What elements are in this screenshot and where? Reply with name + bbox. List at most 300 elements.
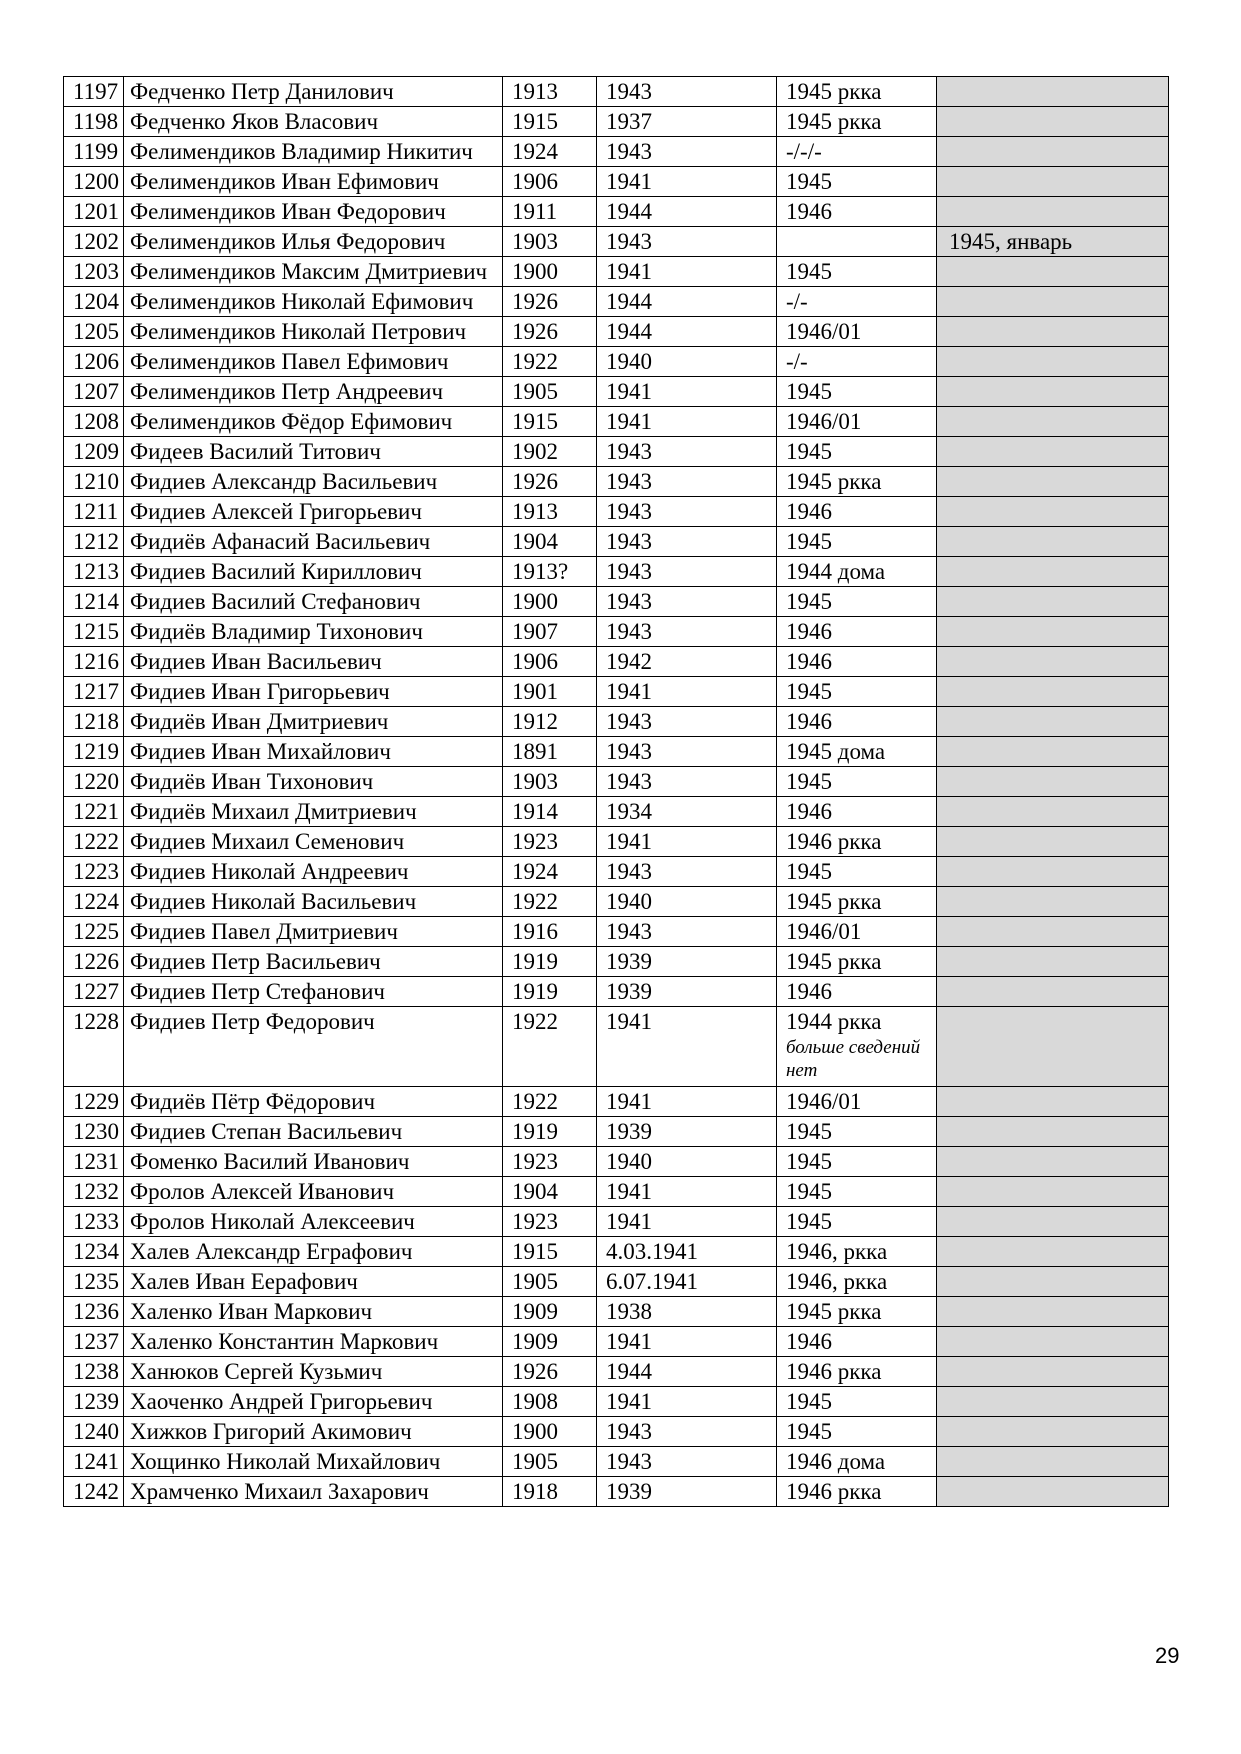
name-cell [124,1147,503,1177]
name-cell [124,587,503,617]
birth-year-cell [503,647,597,677]
conscription-cell-text: 1939 [606,949,652,974]
conscription-cell-text: 1941 [606,1179,652,1204]
conscription-cell [597,317,777,347]
conscription-cell [597,227,777,257]
name-cell-text: Фидиев Михаил Семенович [130,829,405,854]
extra-cell [937,287,1169,317]
row-number-cell [64,1297,124,1327]
birth-year-cell-text: 1900 [512,259,558,284]
name-cell-text: Фидиёв Михаил Дмитриевич [130,799,417,824]
row-number-cell [64,497,124,527]
name-cell [124,1237,503,1267]
return-cell-text: -/- [786,289,808,314]
return-cell [777,137,937,167]
return-cell-text: 1945 [786,379,832,404]
extra-cell [937,767,1169,797]
row-number-cell-text: 1223 [73,859,119,884]
name-cell [124,797,503,827]
birth-year-cell-text: 1902 [512,439,558,464]
name-cell-text: Фидиев Павел Дмитриевич [130,919,398,944]
conscription-cell-text: 1943 [606,439,652,464]
row-number-cell-text: 1233 [73,1209,119,1234]
table-row [64,707,1169,737]
extra-cell [937,887,1169,917]
row-number-cell-text: 1197 [73,79,119,104]
return-cell [777,587,937,617]
extra-cell [937,947,1169,977]
row-number-cell [64,527,124,557]
birth-year-cell [503,527,597,557]
table-row [64,767,1169,797]
row-number-cell [64,737,124,767]
birth-year-cell-text: 1901 [512,679,558,704]
row-number-cell-text: 1234 [73,1239,119,1264]
return-cell [777,1117,937,1147]
birth-year-cell-text: 1909 [512,1299,558,1324]
conscription-cell-text: 1940 [606,889,652,914]
conscription-cell-text: 1944 [606,319,652,344]
table-row [64,1007,1169,1087]
name-cell-text: Фидиев Петр Васильевич [130,949,381,974]
extra-cell [937,1417,1169,1447]
birth-year-cell-text: 1911 [512,199,558,224]
birth-year-cell [503,767,597,797]
conscription-cell [597,1447,777,1477]
birth-year-cell [503,707,597,737]
table-row [64,1237,1169,1267]
conscription-cell-text: 1938 [606,1299,652,1324]
return-cell-text: 1945 ркка [786,79,882,104]
return-cell-text: -/-/- [786,139,822,164]
conscription-cell [597,107,777,137]
name-cell [124,707,503,737]
table-row [64,377,1169,407]
row-number-cell [64,437,124,467]
name-cell-text: Фидиёв Владимир Тихонович [130,619,423,644]
extra-cell [937,557,1169,587]
row-number-cell-text: 1222 [73,829,119,854]
birth-year-cell [503,1267,597,1297]
conscription-cell-text: 1940 [606,1149,652,1174]
table-row [64,167,1169,197]
birth-year-cell [503,1237,597,1267]
extra-cell [937,1007,1169,1087]
conscription-cell [597,1477,777,1507]
name-cell-text: Фидиев Алексей Григорьевич [130,499,422,524]
name-cell [124,617,503,647]
conscription-cell-text: 1943 [606,79,652,104]
extra-cell [937,1207,1169,1237]
row-number-cell-text: 1204 [73,289,119,314]
conscription-cell-text: 1941 [606,259,652,284]
name-cell-text: Федченко Петр Данилович [130,79,394,104]
conscription-cell-text: 1943 [606,619,652,644]
conscription-cell [597,647,777,677]
name-cell [124,1117,503,1147]
name-cell-text: Фидиев Иван Васильевич [130,649,382,674]
conscription-cell [597,617,777,647]
conscription-cell-text: 1941 [606,1009,652,1034]
row-number-cell [64,1087,124,1117]
name-cell-text: Фелимендиков Николай Ефимович [130,289,474,314]
conscription-cell [597,1007,777,1087]
birth-year-cell [503,797,597,827]
return-cell [777,1387,937,1417]
conscription-cell [597,1147,777,1177]
row-number-cell [64,587,124,617]
name-cell [124,737,503,767]
row-number-cell [64,1387,124,1417]
row-number-cell [64,1117,124,1147]
conscription-cell [597,917,777,947]
return-cell [777,647,937,677]
return-cell-text: 1946 [786,649,832,674]
conscription-cell-text: 1941 [606,409,652,434]
row-number-cell-text: 1227 [73,979,119,1004]
name-cell-text: Фролов Алексей Иванович [130,1179,395,1204]
row-number-cell [64,977,124,1007]
conscription-cell-text: 1943 [606,559,652,584]
conscription-cell-text: 1943 [606,139,652,164]
row-number-cell-text: 1235 [73,1269,119,1294]
name-cell [124,407,503,437]
birth-year-cell [503,227,597,257]
conscription-cell-text: 1943 [606,919,652,944]
row-number-cell [64,467,124,497]
extra-cell [937,1267,1169,1297]
row-number-cell-text: 1208 [73,409,119,434]
extra-cell [937,407,1169,437]
birth-year-cell [503,1177,597,1207]
table-row [64,1177,1169,1207]
return-cell-text: 1946/01 [786,1089,862,1114]
name-cell [124,467,503,497]
table-row [64,527,1169,557]
extra-cell [937,1447,1169,1477]
name-cell-text: Фидиев Иван Михайлович [130,739,391,764]
conscription-cell-text: 1944 [606,1359,652,1384]
name-cell [124,137,503,167]
extra-cell [937,677,1169,707]
conscription-cell [597,1417,777,1447]
table-row [64,917,1169,947]
row-number-cell [64,707,124,737]
row-number-cell [64,1417,124,1447]
name-cell [124,1297,503,1327]
return-cell [777,1417,937,1447]
birth-year-cell [503,287,597,317]
name-cell [124,287,503,317]
extra-cell [937,827,1169,857]
row-number-cell-text: 1215 [73,619,119,644]
name-cell-text: Фидиев Николай Васильевич [130,889,417,914]
table-row [64,1417,1169,1447]
name-cell-text: Халенко Константин Маркович [130,1329,439,1354]
name-cell-text: Фелимендиков Фёдор Ефимович [130,409,453,434]
birth-year-cell-text: 1900 [512,589,558,614]
table-row [64,617,1169,647]
name-cell [124,77,503,107]
name-cell-text: Федченко Яков Власович [130,109,379,134]
birth-year-cell-text: 1922 [512,1009,558,1034]
row-number-cell-text: 1225 [73,919,119,944]
table-row [64,857,1169,887]
extra-cell [937,437,1169,467]
return-cell [777,167,937,197]
return-cell-text: 1946 [786,499,832,524]
conscription-cell-text: 1943 [606,859,652,884]
row-number-cell-text: 1216 [73,649,119,674]
birth-year-cell-text: 1926 [512,289,558,314]
row-number-cell-text: 1231 [73,1149,119,1174]
table-row [64,1207,1169,1237]
birth-year-cell-text: 1905 [512,1449,558,1474]
row-number-cell-text: 1201 [73,199,119,224]
birth-year-cell [503,1327,597,1357]
row-number-cell-text: 1210 [73,469,119,494]
conscription-cell-text: 1943 [606,1419,652,1444]
return-cell-text: 1945 ркка [786,469,882,494]
table-row [64,947,1169,977]
conscription-cell [597,827,777,857]
return-cell [777,437,937,467]
name-cell [124,1007,503,1087]
row-number-cell [64,857,124,887]
row-number-cell [64,1237,124,1267]
birth-year-cell-text: 1919 [512,949,558,974]
conscription-cell [597,557,777,587]
return-cell [777,1207,937,1237]
return-cell [777,377,937,407]
conscription-cell [597,1177,777,1207]
birth-year-cell [503,1207,597,1237]
row-number-cell [64,1177,124,1207]
extra-cell [937,1237,1169,1267]
name-cell-text: Храмченко Михаил Захарович [130,1479,429,1504]
birth-year-cell-text: 1907 [512,619,558,644]
extra-cell [937,917,1169,947]
return-cell [777,1267,937,1297]
conscription-cell-text: 1941 [606,829,652,854]
row-number-cell [64,1267,124,1297]
extra-cell [937,377,1169,407]
birth-year-cell [503,587,597,617]
extra-cell [937,317,1169,347]
return-cell-text: 1945 [786,1419,832,1444]
name-cell-text: Фелимендиков Петр Андреевич [130,379,444,404]
table-row [64,1327,1169,1357]
row-number-cell [64,137,124,167]
row-number-cell-text: 1198 [73,109,119,134]
conscription-cell [597,497,777,527]
conscription-cell-text: 1939 [606,1479,652,1504]
row-number-cell-text: 1238 [73,1359,119,1384]
name-cell [124,1327,503,1357]
name-cell-text: Фидиёв Иван Дмитриевич [130,709,389,734]
row-number-cell [64,827,124,857]
table-row [64,1477,1169,1507]
name-cell [124,887,503,917]
birth-year-cell [503,1117,597,1147]
return-cell [777,677,937,707]
birth-year-cell-text: 1923 [512,1209,558,1234]
name-cell-text: Фелимендиков Владимир Никитич [130,139,473,164]
birth-year-cell [503,137,597,167]
return-cell-text: 1946 [786,1329,832,1354]
name-cell [124,857,503,887]
return-cell [777,737,937,767]
row-number-cell-text: 1213 [73,559,119,584]
name-cell-text: Фидиёв Иван Тихонович [130,769,374,794]
table-row [64,1357,1169,1387]
return-cell-text: -/- [786,349,808,374]
row-number-cell-text: 1203 [73,259,119,284]
extra-cell [937,1087,1169,1117]
table-row [64,107,1169,137]
birth-year-cell-text: 1922 [512,889,558,914]
conscription-cell [597,677,777,707]
row-number-cell-text: 1211 [73,499,119,524]
return-cell-text: 1945 ркка [786,949,882,974]
name-cell-text: Халенко Иван Маркович [130,1299,373,1324]
name-cell-text: Фидеев Василий Титович [130,439,381,464]
name-cell-text: Ханюков Сергей Кузьмич [130,1359,383,1384]
birth-year-cell [503,1007,597,1087]
table-row [64,887,1169,917]
return-cell [777,257,937,287]
conscription-cell-text: 1943 [606,229,652,254]
name-cell [124,1477,503,1507]
conscription-cell-text: 1943 [606,529,652,554]
birth-year-cell-text: 1914 [512,799,558,824]
extra-cell [937,107,1169,137]
name-cell [124,947,503,977]
name-cell-text: Фелимендиков Павел Ефимович [130,349,449,374]
row-number-cell-text: 1218 [73,709,119,734]
birth-year-cell [503,467,597,497]
conscription-cell-text: 1939 [606,1119,652,1144]
row-number-cell [64,407,124,437]
conscription-cell [597,407,777,437]
table-row [64,977,1169,1007]
conscription-cell-text: 1941 [606,1389,652,1414]
return-cell-text: 1945 [786,1389,832,1414]
extra-cell [937,347,1169,377]
birth-year-cell [503,1447,597,1477]
row-number-cell [64,887,124,917]
birth-year-cell [503,257,597,287]
return-cell [777,347,937,377]
return-cell [777,107,937,137]
row-number-cell-text: 1200 [73,169,119,194]
page-number: 29 [1155,1643,1180,1668]
birth-year-cell-text: 1904 [512,1179,558,1204]
return-cell [777,497,937,527]
birth-year-cell-text: 1909 [512,1329,558,1354]
conscription-cell [597,947,777,977]
row-number-cell [64,257,124,287]
return-cell [777,197,937,227]
conscription-cell [597,257,777,287]
row-number-cell-text: 1241 [73,1449,119,1474]
row-number-cell-text: 1206 [73,349,119,374]
birth-year-cell [503,977,597,1007]
return-cell-text: 1944 ркка [786,1009,882,1034]
birth-year-cell-text: 1906 [512,169,558,194]
name-cell [124,1207,503,1237]
return-cell-text: 1946 [786,199,832,224]
conscription-cell [597,1237,777,1267]
row-number-cell-text: 1205 [73,319,119,344]
conscription-cell [597,737,777,767]
conscription-cell-text: 1943 [606,499,652,524]
name-cell-text: Хаоченко Андрей Григорьевич [130,1389,433,1414]
name-cell-text: Фидиев Александр Васильевич [130,469,438,494]
return-cell [777,1177,937,1207]
birth-year-cell [503,77,597,107]
birth-year-cell [503,947,597,977]
row-number-cell [64,647,124,677]
table-row [64,827,1169,857]
return-cell-text: 1945 [786,1119,832,1144]
return-cell [777,707,937,737]
table-row [64,647,1169,677]
conscription-cell-text: 1943 [606,1449,652,1474]
return-cell-text: 1945 дома [786,739,886,764]
row-number-cell [64,797,124,827]
birth-year-cell [503,317,597,347]
name-cell [124,437,503,467]
return-cell-text: 1945 [786,589,832,614]
birth-year-cell [503,167,597,197]
birth-year-cell [503,1417,597,1447]
return-cell [777,887,937,917]
table-row [64,227,1169,257]
row-number-cell [64,1147,124,1177]
row-number-cell [64,317,124,347]
extra-cell [937,707,1169,737]
conscription-cell [597,1297,777,1327]
extra-cell [937,497,1169,527]
conscription-cell [597,197,777,227]
name-cell [124,497,503,527]
conscription-cell-text: 1944 [606,199,652,224]
name-cell-text: Фидиев Николай Андреевич [130,859,409,884]
row-number-cell [64,557,124,587]
row-number-cell [64,1007,124,1087]
table-row [64,347,1169,377]
row-number-cell [64,677,124,707]
row-number-cell-text: 1236 [73,1299,119,1324]
table-row [64,1267,1169,1297]
return-cell [777,1477,937,1507]
conscription-cell [597,1207,777,1237]
extra-cell [937,137,1169,167]
birth-year-cell [503,407,597,437]
row-number-cell-text: 1219 [73,739,119,764]
conscription-cell [597,527,777,557]
extra-cell [937,1327,1169,1357]
return-cell-text: 1945 [786,169,832,194]
birth-year-cell-text: 1919 [512,1119,558,1144]
conscription-cell [597,287,777,317]
birth-year-cell [503,497,597,527]
return-cell-text: 1945 ркка [786,889,882,914]
conscription-cell [597,1087,777,1117]
name-cell [124,1447,503,1477]
row-number-cell [64,617,124,647]
